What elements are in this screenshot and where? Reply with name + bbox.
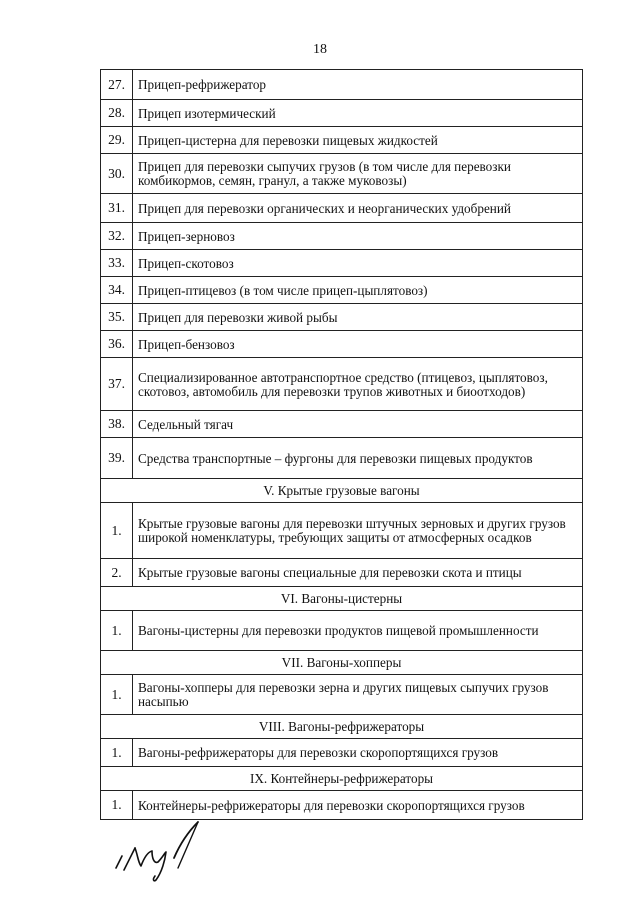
row-number: 35. <box>101 304 133 331</box>
table-row <box>101 438 583 479</box>
row-number: 1. <box>101 675 133 715</box>
row-description: Крытые грузовые вагоны специальные для перевозки скота и птицы <box>133 559 583 587</box>
row-description: Прицеп-птицевоз (в том числе прицеп-цыплятовоз) <box>133 277 583 304</box>
row-number: 32. <box>101 223 133 250</box>
row-description: Прицеп-скотовоз <box>133 250 583 277</box>
table-row <box>101 194 583 223</box>
table-row <box>101 154 583 194</box>
row-description: Седельный тягач <box>133 411 583 438</box>
table-row <box>101 304 583 331</box>
row-number: 30. <box>101 154 133 194</box>
section-title: VI. Вагоны-цистерны <box>101 587 583 611</box>
table-row <box>101 675 583 715</box>
row-description: Прицеп-зерновоз <box>133 223 583 250</box>
row-number: 33. <box>101 250 133 277</box>
row-description: Вагоны-рефрижераторы для перевозки скоропортящихся грузов <box>133 739 583 767</box>
table-row <box>101 503 583 559</box>
row-description: Прицеп изотермический <box>133 100 583 127</box>
section-header-row <box>101 651 583 675</box>
table-row <box>101 739 583 767</box>
section-header-row <box>101 479 583 503</box>
row-number: 36. <box>101 331 133 358</box>
table-row <box>101 331 583 358</box>
row-number: 2. <box>101 559 133 587</box>
row-number: 37. <box>101 358 133 411</box>
row-description: Прицеп для перевозки живой рыбы <box>133 304 583 331</box>
table-row <box>101 611 583 651</box>
row-description: Прицеп для перевозки органических и неорганических удобрений <box>133 194 583 223</box>
row-description: Вагоны-хопперы для перевозки зерна и других пищевых сыпучих грузов насыпью <box>133 675 583 715</box>
row-number: 27. <box>101 70 133 100</box>
page-number: 18 <box>313 42 327 57</box>
section-header-row <box>101 587 583 611</box>
row-description: Прицеп-рефрижератор <box>133 70 583 100</box>
row-description: Прицеп-бензовоз <box>133 331 583 358</box>
row-number: 28. <box>101 100 133 127</box>
section-title: VIII. Вагоны-рефрижераторы <box>101 715 583 739</box>
table-row <box>101 127 583 154</box>
vehicle-list-table <box>100 69 583 820</box>
row-number: 1. <box>101 791 133 820</box>
row-description: Вагоны-цистерны для перевозки продуктов пищевой промышленности <box>133 611 583 651</box>
row-number: 31. <box>101 194 133 223</box>
row-number: 34. <box>101 277 133 304</box>
section-header-row <box>101 767 583 791</box>
table-row <box>101 791 583 820</box>
table-row <box>101 277 583 304</box>
section-title: IX. Контейнеры-рефрижераторы <box>101 767 583 791</box>
table-row <box>101 223 583 250</box>
section-header-row <box>101 715 583 739</box>
section-title: VII. Вагоны-хопперы <box>101 651 583 675</box>
table-row <box>101 411 583 438</box>
row-number: 39. <box>101 438 133 479</box>
handwritten-signature <box>108 818 208 888</box>
row-description: Специализированное автотранспортное средство (птицевоз, цыплятовоз, скотовоз, автомобиль для перевозки трупов животных и биоотходов) <box>133 358 583 411</box>
row-description: Прицеп-цистерна для перевозки пищевых жидкостей <box>133 127 583 154</box>
row-description: Контейнеры-рефрижераторы для перевозки скоропортящихся грузов <box>133 791 583 820</box>
table-row <box>101 358 583 411</box>
row-number: 1. <box>101 611 133 651</box>
row-number: 38. <box>101 411 133 438</box>
row-description: Прицеп для перевозки сыпучих грузов (в том числе для перевозки комбикормов, семян, гранул, а также муковозы) <box>133 154 583 194</box>
section-title: V. Крытые грузовые вагоны <box>101 479 583 503</box>
row-description: Средства транспортные – фургоны для перевозки пищевых продуктов <box>133 438 583 479</box>
row-number: 1. <box>101 503 133 559</box>
table-row <box>101 250 583 277</box>
table-body <box>101 70 583 820</box>
row-number: 1. <box>101 739 133 767</box>
row-number: 29. <box>101 127 133 154</box>
table-row <box>101 70 583 100</box>
row-description: Крытые грузовые вагоны для перевозки штучных зерновых и других грузов широкой номенклатуры, требующих защиты от атмосферных осадков <box>133 503 583 559</box>
table-row <box>101 559 583 587</box>
table-row <box>101 100 583 127</box>
